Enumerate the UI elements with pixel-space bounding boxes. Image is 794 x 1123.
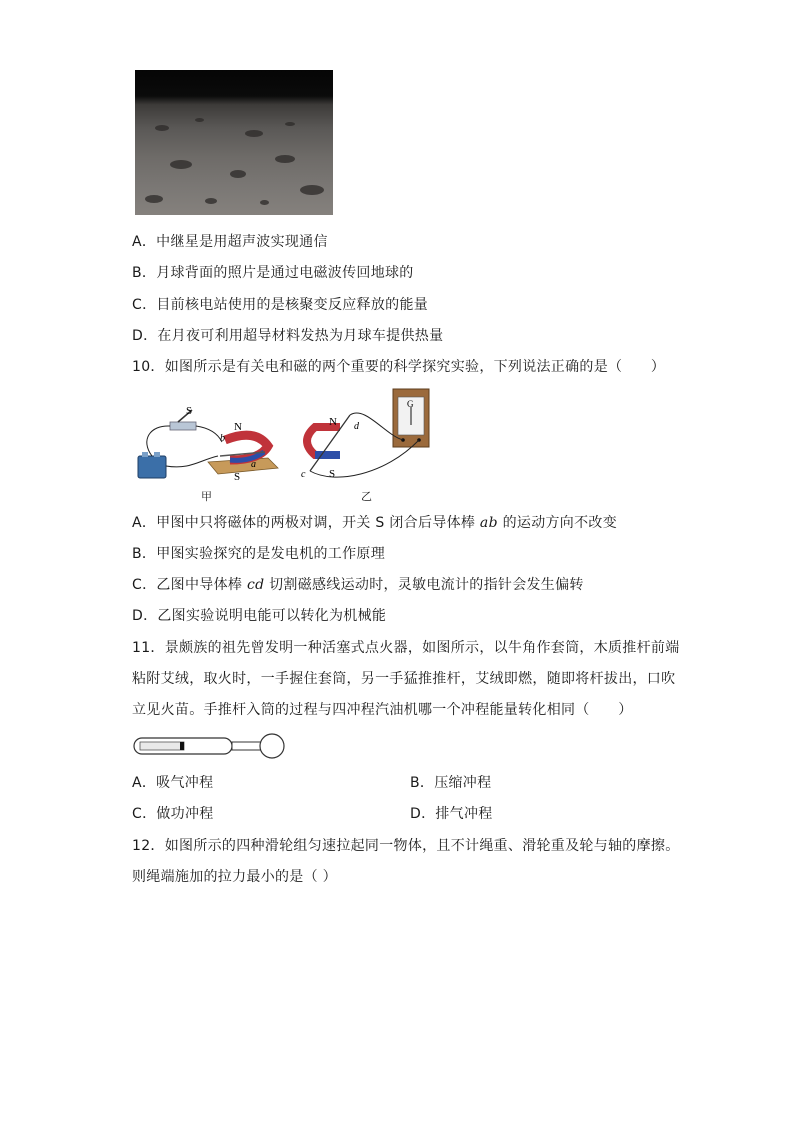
lunar-surface-photo [135,70,333,215]
q10-option-c-suffix: 切割磁感线运动时，灵敏电流计的指针会发生偏转 [264,577,584,593]
figure-left-caption: 甲 [201,490,212,503]
q11-option-c[interactable]: C．做功冲程 [132,806,214,822]
generator-experiment-figure [295,385,445,490]
d-label: d [354,421,359,432]
q10-option-a-suffix: 的运动方向不改变 [497,515,617,531]
q10-option-c-var: cd [246,577,265,593]
q10-option-c[interactable] [132,575,584,595]
q9-option-b[interactable]: B．月球背面的照片是通过电磁波传回地球的 [132,265,414,281]
north-label-2: N [329,416,337,428]
piston-fire-starter-icon [132,732,290,762]
figure-right-caption: 乙 [361,490,372,503]
a-label: a [251,459,256,470]
switch-label: S [186,405,193,417]
q11-option-b[interactable]: B．压缩冲程 [410,775,492,791]
q12-stem-line-1: 12．如图所示的四种滑轮组匀速拉起同一物体，且不计绳重、滑轮重及轮与轴的摩擦。 [132,838,680,854]
q10-option-a-var: ab [479,515,498,531]
q11-stem-line-3: 立见火苗。手推杆入筒的过程与四冲程汽油机哪一个冲程能量转化相同（ ） [132,702,633,718]
q10-option-b[interactable]: B．甲图实验探究的是发电机的工作原理 [132,546,386,562]
u-magnet-icon [307,427,340,455]
q9-option-a[interactable]: A．中继星是用超声波实现通信 [132,234,328,250]
q12-stem-line-2: 则绳端施加的拉力最小的是（ ） [132,869,337,885]
b-label: b [220,433,225,444]
q11-option-d[interactable]: D．排气冲程 [410,806,493,822]
q11-option-a[interactable]: A．吸气冲程 [132,775,214,791]
q10-option-d[interactable]: D．乙图实验说明电能可以转化为机械能 [132,608,387,624]
south-label: S [234,471,241,483]
south-label-2: S [329,468,336,480]
q11-stem-line-1: 11．景颇族的祖先曾发明一种活塞式点火器，如图所示，以牛角作套筒，木质推杆前端 [132,640,680,656]
q9-option-c[interactable]: C．目前核电站使用的是核聚变反应释放的能量 [132,297,429,313]
motor-experiment-figure [130,400,280,490]
meter-label: G [407,399,414,409]
q11-stem-line-2: 粘附艾绒，取火时，一手握住套筒，另一手猛推推杆，艾绒即燃，随即将杆拔出，口吹 [132,671,676,687]
c-label: c [301,469,306,480]
q10-option-c-prefix: C．乙图中导体棒 [132,577,247,593]
q10-stem: 10．如图所示是有关电和磁的两个重要的科学探究实验，下列说法正确的是（ ） [132,359,666,375]
q10-option-a-prefix: A．甲图中只将磁体的两极对调，开关 S 闭合后导体棒 [132,515,480,531]
north-label: N [234,421,242,433]
q10-option-a[interactable] [132,513,617,533]
magnet-icon [225,435,268,460]
q9-option-d[interactable]: D．在月夜可利用超导材料发热为月球车提供热量 [132,328,444,344]
